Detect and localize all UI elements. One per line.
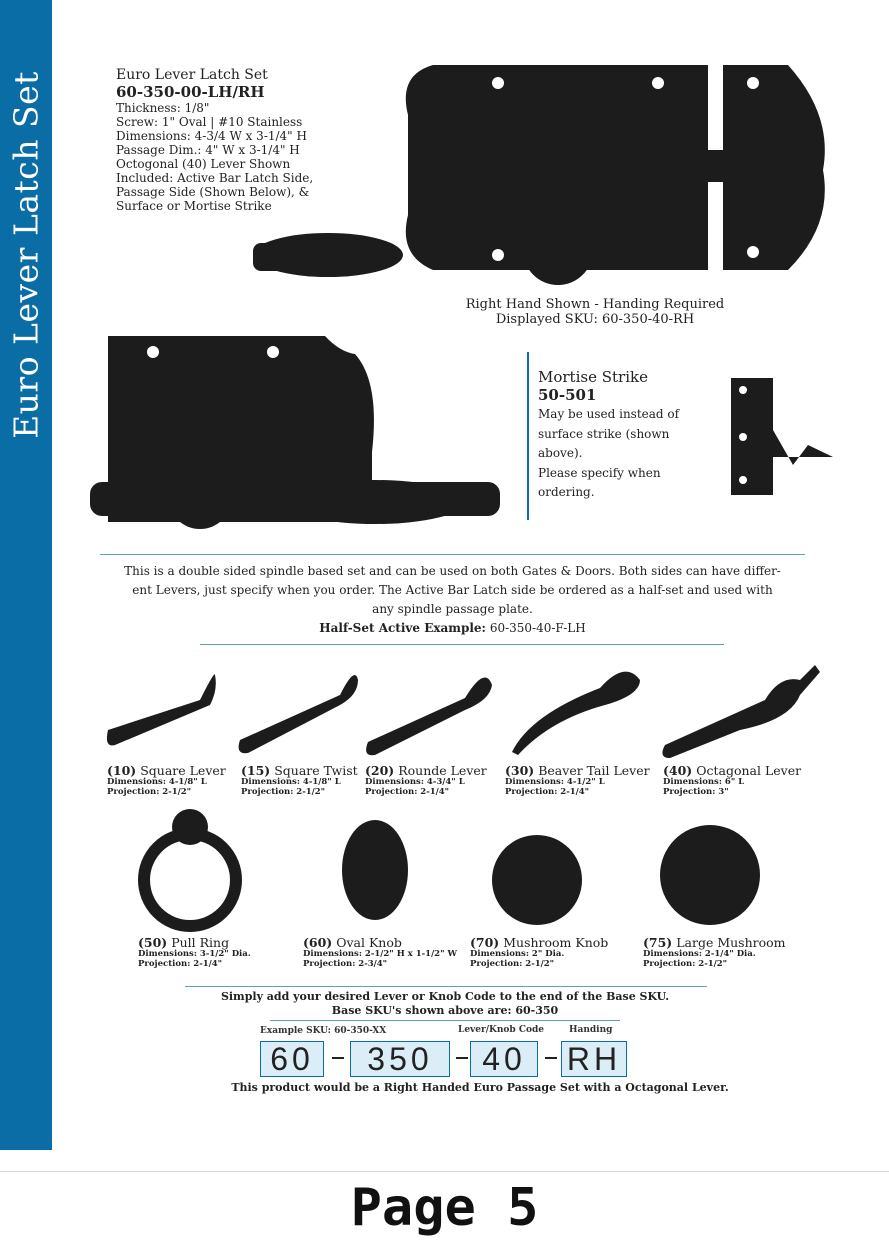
knob-name: Pull Ring [171, 935, 230, 950]
half-set-sku: 60-350-40-F-LH [489, 621, 586, 635]
example-sku-label: Example SKU: 60-350-XX [260, 1026, 387, 1036]
sku-dash [332, 1057, 344, 1059]
lever-name: Rounde Lever [398, 763, 487, 778]
note-line: ent Levers, just specify when you order. The Active Bar Latch side be ordered as a half-set and used with [132, 583, 773, 597]
knob-name: Oval Knob [336, 935, 402, 950]
lever-proj: Projection: 2-1/4" [365, 787, 450, 797]
sku-dash [545, 1057, 557, 1059]
lever-dim: Dimensions: 6" L [663, 777, 745, 787]
spec-line: Thickness: 1/8" [116, 101, 210, 115]
strike-desc-line: above). [538, 446, 583, 460]
sku-box-model: 350 [350, 1041, 450, 1077]
spec-line: Passage Dim.: 4" W x 3-1/4" H [116, 143, 300, 157]
lever-images [100, 660, 825, 760]
sku-result: This product would be a Right Handed Euro Passage Set with a Octagonal Lever. [231, 1081, 729, 1094]
oval-knob-icon [342, 820, 408, 920]
spec-line: Surface or Mortise Strike [116, 199, 272, 213]
lever-name: Square Twist [274, 763, 358, 778]
lever-name: Square Lever [140, 763, 226, 778]
mushroom-knob-icon [492, 835, 582, 925]
strike-sku: 50-501 [538, 386, 597, 404]
product-sku: 60-350-00-LH/RH [116, 83, 265, 101]
sku-dash [456, 1057, 468, 1059]
beaver-tail-icon [512, 672, 640, 755]
section-divider [100, 554, 805, 555]
page-number: Page 5 [350, 1178, 539, 1238]
sku-box-base: 60 [260, 1041, 324, 1077]
strike-desc-line: ordering. [538, 485, 595, 499]
lever-proj: Projection: 2-1/2" [107, 787, 192, 797]
lever-code: (15) [241, 763, 271, 778]
rounde-lever-icon [366, 677, 492, 755]
lever-proj: Projection: 3" [663, 787, 729, 797]
lever-code: (20) [365, 763, 395, 778]
knob-name: Mushroom Knob [503, 935, 609, 950]
knob-proj: Projection: 2-1/2" [470, 959, 555, 969]
strike-info [538, 369, 713, 503]
sidebar-title: Euro Lever Latch Set [6, 71, 46, 439]
half-set-example [100, 619, 805, 638]
sku-box-code: 40 [470, 1041, 538, 1077]
knob-proj: Projection: 2-3/4" [303, 959, 388, 969]
spec-line: Included: Active Bar Latch Side, [116, 171, 314, 185]
knob-code: (75) [643, 935, 673, 950]
base-sku-label: Base SKU's shown above are: [331, 1004, 512, 1017]
lever-caption-40 [663, 764, 801, 797]
knob-name: Large Mushroom [676, 935, 786, 950]
section-divider [185, 986, 707, 987]
section-divider [270, 1020, 620, 1021]
lever-proj: Projection: 2-1/2" [241, 787, 326, 797]
lever-code: (10) [107, 763, 137, 778]
note-line: This is a double sided spindle based set and can be used on both Gates & Doors. Both sides can have differ- [124, 564, 781, 578]
lever-dim: Dimensions: 4-1/8" L [241, 777, 341, 787]
knob-proj: Projection: 2-1/2" [643, 959, 728, 969]
strike-desc-line: surface strike (shown [538, 426, 670, 441]
sku-box-handing: RH [561, 1041, 627, 1077]
sidebar-band [0, 0, 52, 1150]
lever-name: Octagonal Lever [696, 763, 802, 778]
base-sku: 60-350 [515, 1004, 559, 1017]
knob-dim: Dimensions: 2" Dia. [470, 949, 565, 959]
handing-note: Right Hand Shown - Handing Required [465, 297, 725, 312]
knob-caption-70 [470, 936, 608, 969]
knob-dim: Dimensions: 3-1/2" Dia. [138, 949, 251, 959]
square-lever-icon [107, 674, 216, 745]
half-set-label: Half-Set Active Example: [319, 621, 486, 635]
sku-guide-line: Simply add your desired Lever or Knob Code to the end of the Base SKU. [220, 990, 670, 1003]
lever-caption-20 [365, 764, 487, 797]
sku-guide-text [150, 990, 740, 1018]
code-label: Lever/Knob Code [458, 1025, 545, 1035]
square-twist-icon [239, 675, 358, 753]
knob-code: (70) [470, 935, 500, 950]
lever-dim: Dimensions: 4-3/4" L [365, 777, 465, 787]
strike-divider [527, 352, 529, 520]
knob-dim: Dimensions: 2-1/4" Dia. [643, 949, 756, 959]
strike-desc-line: Please specify when [538, 465, 661, 480]
spec-line: Passage Side (Shown Below), & [116, 185, 310, 199]
knob-caption-75 [643, 936, 786, 969]
strike-name: Mortise Strike [538, 368, 648, 386]
lever-caption-30 [505, 764, 650, 797]
passage-side-image [90, 332, 505, 542]
spec-line: Dimensions: 4-3/4 W x 3-1/4" H [116, 129, 307, 143]
lever-code: (30) [505, 763, 535, 778]
strike-desc-line: May be used instead of [538, 407, 680, 421]
lever-dim: Dimensions: 4-1/2" L [505, 777, 605, 787]
displayed-sku: Displayed SKU: 60-350-40-RH [495, 312, 695, 327]
knob-code: (60) [303, 935, 333, 950]
page-footer [0, 1171, 889, 1251]
usage-note [100, 562, 805, 638]
lever-name: Beaver Tail Lever [538, 763, 650, 778]
spec-line: Octogonal (40) Lever Shown [116, 157, 291, 171]
knob-caption-50 [138, 936, 251, 969]
lever-caption-10 [107, 764, 226, 797]
knob-dim: Dimensions: 2-1/2" H x 1-1/2" W [303, 949, 458, 959]
octagonal-lever-icon [662, 665, 820, 758]
latch-set-image [248, 55, 838, 285]
mortise-strike-image [728, 375, 838, 497]
lever-caption-15 [241, 764, 358, 797]
spec-line: Screw: 1" Oval | #10 Stainless [116, 115, 303, 129]
knob-images [130, 805, 770, 935]
lever-dim: Dimensions: 4-1/8" L [107, 777, 207, 787]
knob-proj: Projection: 2-1/4" [138, 959, 223, 969]
knob-caption-60 [303, 936, 457, 969]
product-name: Euro Lever Latch Set [116, 67, 268, 83]
knob-code: (50) [138, 935, 168, 950]
large-mushroom-icon [660, 825, 760, 925]
handing-label: Handing [569, 1025, 613, 1035]
lever-code: (40) [663, 763, 693, 778]
section-divider [200, 644, 724, 645]
lever-proj: Projection: 2-1/4" [505, 787, 590, 797]
latch-caption [430, 297, 760, 327]
note-line: any spindle passage plate. [372, 602, 533, 616]
